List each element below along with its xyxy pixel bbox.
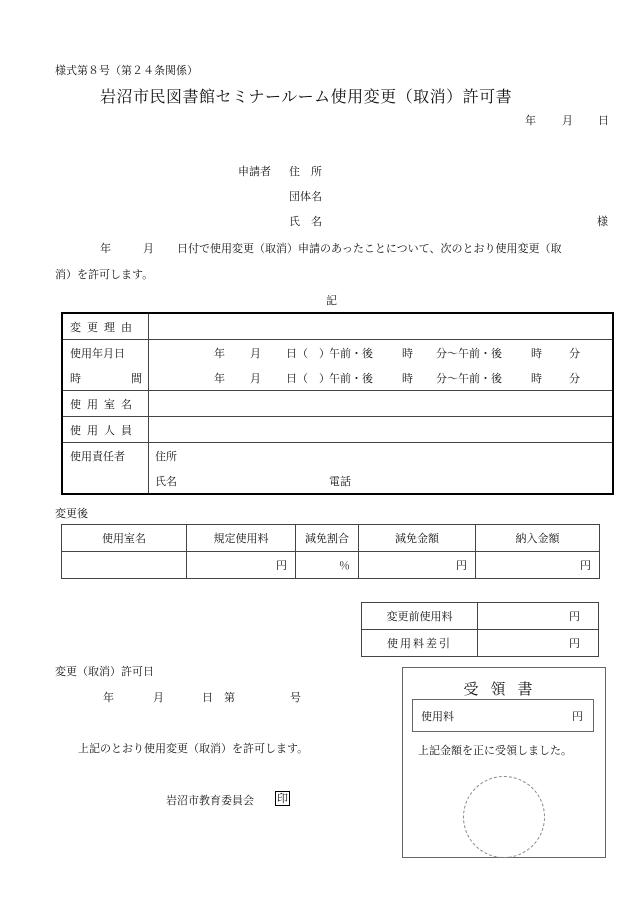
- responsible-phone-label: 電話: [329, 474, 351, 488]
- time-minute-to: 分～午前・後: [436, 371, 502, 385]
- receipt-box: [402, 667, 606, 858]
- form-number: 様式第８号（第２４条関係）: [55, 64, 198, 77]
- cell-room[interactable]: [62, 552, 187, 579]
- issue-date-month: 月: [562, 114, 573, 127]
- fee-difference-cell[interactable]: 円: [478, 630, 599, 657]
- receipt-seal-circle: [463, 776, 545, 858]
- receipt-title: 受領書: [463, 680, 545, 698]
- time-label-a: 時: [70, 371, 81, 385]
- permit-year: 年: [103, 691, 114, 704]
- usage-date-field[interactable]: [149, 340, 614, 366]
- body-line-1: 日付で使用変更（取消）申請のあったことについて、次のとおり使用変更（取: [177, 242, 562, 255]
- body-month: 月: [143, 242, 154, 255]
- header-discount-amount: 減免金額: [359, 525, 476, 552]
- after-change-table: [61, 524, 600, 579]
- previous-fee-cell[interactable]: 円: [478, 603, 599, 630]
- cell-standard-fee[interactable]: 円: [187, 552, 296, 579]
- usage-date-hour2: 時: [531, 346, 542, 360]
- reason-field[interactable]: [149, 313, 614, 340]
- fee-difference-label: 使用料差引: [362, 630, 478, 657]
- body-year: 年: [100, 242, 111, 255]
- time-label: [62, 365, 149, 391]
- document-title: 岩沼市民図書館セミナールーム使用変更（取消）許可書: [100, 87, 513, 106]
- header-room: 使用室名: [62, 525, 187, 552]
- usage-change-table: [61, 312, 614, 495]
- issue-date-day: 日: [598, 114, 609, 127]
- time-hour: 時: [402, 371, 413, 385]
- receipt-fee-label: 使用料: [421, 710, 454, 723]
- responsible-name-field[interactable]: [149, 468, 614, 494]
- time-month: 月: [250, 371, 261, 385]
- responsible-label: 使用責任者: [62, 443, 149, 469]
- time-field[interactable]: [149, 365, 614, 391]
- people-label: 使用人員: [62, 417, 149, 443]
- previous-fee-label: 変更前使用料: [362, 603, 478, 630]
- cell-discount-rate[interactable]: ％: [296, 552, 359, 579]
- permit-statement: 上記のとおり使用変更（取消）を許可します。: [78, 742, 309, 755]
- time-day: 日（ ）: [286, 371, 330, 385]
- permit-number: 号: [290, 691, 301, 704]
- usage-date-minute: 分: [569, 346, 580, 360]
- usage-date-label: 使用年月日: [62, 340, 149, 366]
- applicant-honorific: 様: [597, 215, 608, 228]
- header-discount-rate: 減免割合: [296, 525, 359, 552]
- responsible-address-label: 住所: [155, 449, 177, 463]
- cell-payment-amount[interactable]: 円: [476, 552, 600, 579]
- time-minute: 分: [569, 371, 580, 385]
- time-year: 年: [214, 371, 225, 385]
- header-standard-fee: 規定使用料: [187, 525, 296, 552]
- usage-date-year: 年: [214, 346, 225, 360]
- time-label-b: 間: [131, 371, 142, 385]
- room-field[interactable]: [149, 391, 614, 417]
- permit-date-label: 変更（取消）許可日: [55, 665, 154, 678]
- room-label: 使用室名: [62, 391, 149, 417]
- reason-label: 変更理由: [62, 313, 149, 340]
- cell-discount-amount[interactable]: 円: [359, 552, 476, 579]
- usage-date-day: 日（ ）: [286, 346, 330, 360]
- usage-date-hour: 時: [402, 346, 413, 360]
- receipt-fee-box[interactable]: [412, 699, 594, 732]
- usage-date-ampm: 午前・後: [329, 346, 373, 360]
- applicant-label: 申請者: [238, 165, 271, 178]
- applicant-name-label: 氏 名: [289, 215, 322, 228]
- usage-date-minute-to: 分～午前・後: [436, 346, 502, 360]
- permit-month: 月: [153, 691, 164, 704]
- body-line-2: 消）を許可します。: [55, 268, 154, 281]
- usage-date-month: 月: [250, 346, 261, 360]
- people-field[interactable]: [149, 417, 614, 443]
- ki-heading: 記: [326, 294, 337, 307]
- permit-day-no: 日 第: [202, 691, 235, 704]
- issuer-name: 岩沼市教育委員会: [166, 794, 254, 807]
- issuer-seal: [275, 791, 290, 806]
- time-ampm: 午前・後: [329, 371, 373, 385]
- applicant-group-label: 団体名: [289, 190, 322, 203]
- responsible-address-field[interactable]: [149, 443, 614, 469]
- after-change-label: 変更後: [55, 507, 88, 520]
- seal-mark: 印: [277, 792, 288, 805]
- receipt-text: 上記金額を正に受領しました。: [418, 744, 572, 757]
- responsible-name-label: 氏名: [155, 474, 177, 488]
- time-hour2: 時: [531, 371, 542, 385]
- issue-date-year: 年: [525, 114, 536, 127]
- applicant-address-label: 住 所: [289, 165, 322, 178]
- header-payment-amount: 納入金額: [476, 525, 600, 552]
- fee-difference-table: [361, 602, 599, 657]
- responsible-label-cont: [62, 468, 149, 494]
- receipt-fee-unit: 円: [572, 710, 583, 723]
